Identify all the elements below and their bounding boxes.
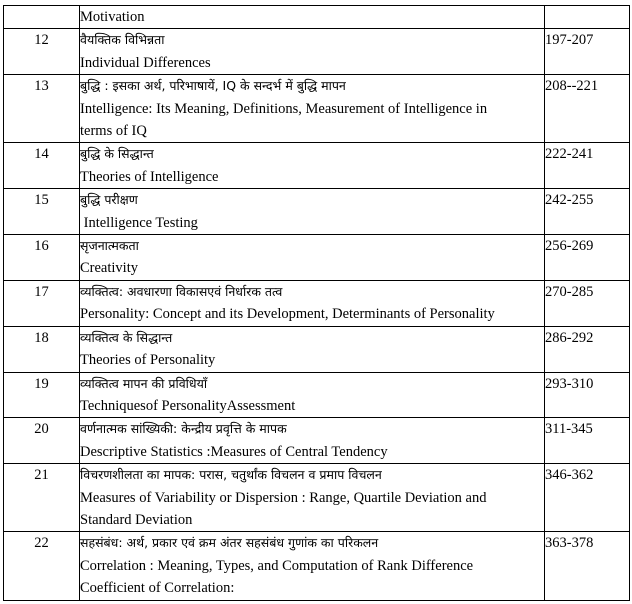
page-range: 208--221 bbox=[545, 75, 630, 143]
page-range: 256-269 bbox=[545, 235, 630, 281]
topic-english: Standard Deviation bbox=[80, 511, 193, 528]
chapter-topic bbox=[80, 75, 545, 143]
topic-hindi: वर्णनात्मक सांख्यिकी: केन्द्रीय प्रवृत्ति के मापक bbox=[80, 421, 287, 437]
contents-row bbox=[4, 189, 630, 235]
topic-hindi: बुद्धि : इसका अर्थ, परिभाषायें, IQ के सन्दर्भ में बुद्धि मापन bbox=[80, 78, 346, 94]
page-range: 293-310 bbox=[545, 372, 630, 418]
chapter-topic bbox=[80, 29, 545, 75]
topic-hindi: व्यक्तित्व के सिद्धान्त bbox=[80, 329, 173, 345]
chapter-number bbox=[4, 6, 80, 29]
contents-table-body bbox=[4, 6, 630, 601]
topic-english: Personality: Concept and its Development, Determinants of Personality bbox=[80, 306, 495, 323]
topic-english: Techniquesof PersonalityAssessment bbox=[80, 397, 296, 414]
chapter-number: 17 bbox=[4, 280, 80, 326]
topic-hindi: वैयक्तिक विभिन्नता bbox=[80, 32, 165, 48]
page-range: 197-207 bbox=[545, 29, 630, 75]
contents-row bbox=[4, 75, 630, 143]
chapter-topic bbox=[80, 189, 545, 235]
topic-english: terms of IQ bbox=[80, 123, 147, 140]
page-range: 242-255 bbox=[545, 189, 630, 235]
topic-english: Theories of Personality bbox=[80, 352, 216, 369]
topic-english: Individual Differences bbox=[80, 54, 211, 71]
topic-english: Measures of Variability or Dispersion : Range, Quartile Deviation and bbox=[80, 489, 487, 506]
chapter-topic bbox=[80, 372, 545, 418]
chapter-number: 18 bbox=[4, 326, 80, 372]
topic-english: Motivation bbox=[80, 9, 145, 25]
contents-row bbox=[4, 532, 630, 600]
page-range: 286-292 bbox=[545, 326, 630, 372]
chapter-number: 19 bbox=[4, 372, 80, 418]
page-range: 311-345 bbox=[545, 418, 630, 464]
contents-row bbox=[4, 6, 630, 29]
chapter-number: 16 bbox=[4, 235, 80, 281]
page-range: 270-285 bbox=[545, 280, 630, 326]
topic-english: Intelligence Testing bbox=[80, 214, 198, 231]
chapter-topic bbox=[80, 464, 545, 532]
topic-hindi: व्यक्तित्व मापन की प्रविधियाँ bbox=[80, 375, 208, 391]
contents-row bbox=[4, 326, 630, 372]
chapter-topic bbox=[80, 235, 545, 281]
topic-hindi: व्यक्तित्व: अवधारणा विकासएवं निर्धारक तत्व bbox=[80, 283, 283, 299]
page-range: 363-378 bbox=[545, 532, 630, 600]
chapter-number: 14 bbox=[4, 143, 80, 189]
topic-english: Correlation : Meaning, Types, and Computation of Rank Difference bbox=[80, 557, 474, 574]
chapter-number: 22 bbox=[4, 532, 80, 600]
topic-english: Intelligence: Its Meaning, Definitions, Measurement of Intelligence in bbox=[80, 100, 488, 117]
topic-hindi: बुद्धि परीक्षण bbox=[80, 192, 138, 208]
topic-hindi: बुद्धि के सिद्धान्त bbox=[80, 146, 154, 162]
chapter-topic bbox=[80, 326, 545, 372]
contents-row bbox=[4, 280, 630, 326]
topic-english: Creativity bbox=[80, 260, 138, 277]
chapter-number: 13 bbox=[4, 75, 80, 143]
page-range bbox=[545, 6, 630, 29]
contents-row bbox=[4, 29, 630, 75]
chapter-topic bbox=[80, 6, 545, 29]
chapter-number: 20 bbox=[4, 418, 80, 464]
chapter-number: 21 bbox=[4, 464, 80, 532]
contents-row bbox=[4, 235, 630, 281]
page-range: 222-241 bbox=[545, 143, 630, 189]
chapter-number: 15 bbox=[4, 189, 80, 235]
chapter-topic bbox=[80, 143, 545, 189]
contents-row bbox=[4, 143, 630, 189]
page-range: 346-362 bbox=[545, 464, 630, 532]
contents-row bbox=[4, 464, 630, 532]
topic-hindi: विचरणशीलता का मापक: परास, चतुर्थांक विचलन व प्रमाप विचलन bbox=[80, 467, 382, 483]
topic-hindi: सहसंबंध: अर्थ, प्रकार एवं क्रम अंतर सहसंबंध गुणांक का परिकलन bbox=[80, 535, 379, 551]
contents-row bbox=[4, 372, 630, 418]
topic-english: Theories of Intelligence bbox=[80, 168, 219, 185]
chapter-topic bbox=[80, 418, 545, 464]
chapter-number: 12 bbox=[4, 29, 80, 75]
topic-english: Descriptive Statistics :Measures of Central Tendency bbox=[80, 443, 388, 460]
topic-english: Coefficient of Correlation: bbox=[80, 580, 235, 597]
contents-row bbox=[4, 418, 630, 464]
chapter-topic bbox=[80, 532, 545, 600]
topic-hindi: सृजनात्मकता bbox=[80, 238, 139, 254]
chapter-topic bbox=[80, 280, 545, 326]
contents-table bbox=[3, 5, 630, 601]
